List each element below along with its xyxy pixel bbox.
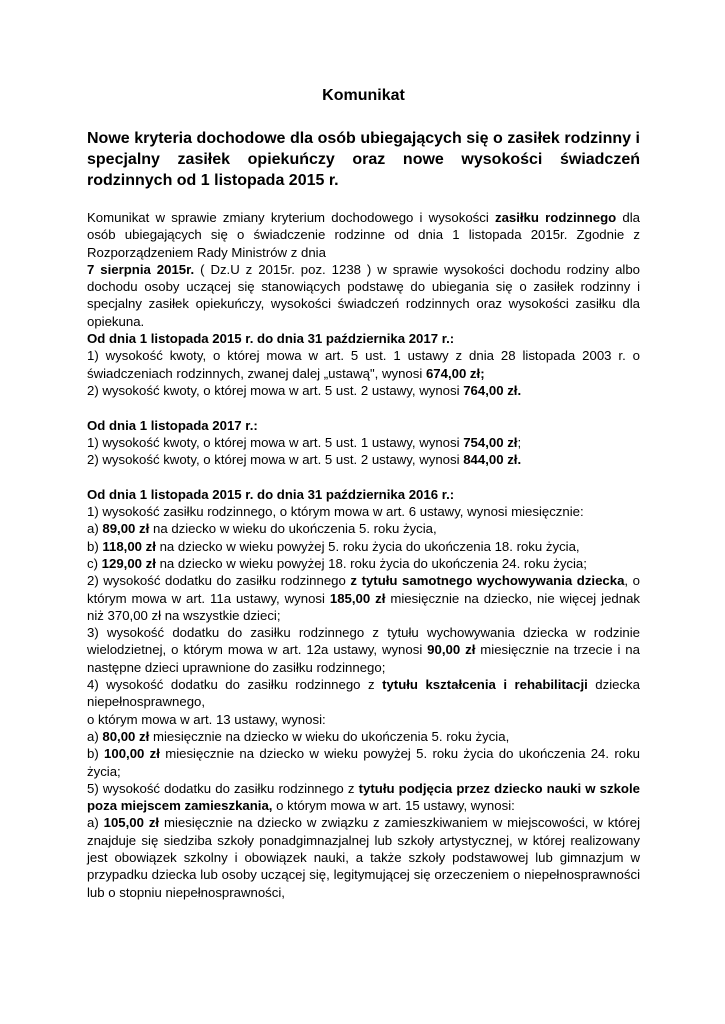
intro-paragraph — [87, 209, 640, 330]
item-amount: 90,00 zł — [427, 642, 476, 658]
period1-heading-text: Od dnia 1 listopada 2015 r. do dnia 31 października 2017 r.: — [87, 331, 455, 347]
period1-item — [87, 382, 640, 399]
item-amount: 185,00 zł — [329, 590, 386, 606]
period3-subitem — [87, 745, 640, 780]
period3-subitem — [87, 520, 640, 537]
period3-item — [87, 676, 640, 711]
period2-heading-text: Od dnia 1 listopada 2017 r.: — [87, 417, 258, 433]
intro-bold-benefit: zasiłku rodzinnego — [494, 210, 617, 225]
subitem-amount: 118,00 zł — [102, 538, 156, 554]
period3-item-continuation: o którym mowa w art. 13 ustawy, wynosi: — [87, 711, 326, 727]
document-subtitle: Nowe kryteria dochodowe dla osób ubiegających się o zasiłek rodzinny i specjalny zasiłek opiekuńczy oraz nowe wysokości świadczeń rodzinnych od 1 listopada 2015 r. — [87, 130, 640, 189]
period2-item-text: 1) wysokość kwoty, o której mowa w art. 5 ust. 1 ustawy, wynosi — [87, 434, 464, 450]
period1-item-text: 2) wysokość kwoty, o której mowa w art. 5 ust. 2 ustawy, wynosi — [87, 382, 464, 398]
period3-item — [87, 624, 640, 676]
subitem-marker: a) — [87, 815, 104, 831]
document-page — [87, 86, 640, 901]
item-bold: tytułu kształcenia i rehabilitacji — [382, 677, 588, 693]
subitem-marker: c) — [87, 555, 102, 571]
subitem-amount: 80,00 zł — [102, 728, 150, 744]
intro-text: dla osób ubiegających się o świadczenie rodzinne od dnia 1 listopada 2015r. Zgodnie z Rozporządzeniem Rady Ministrów z dnia — [87, 210, 640, 260]
page-title: Komunikat — [322, 87, 405, 104]
subitem-text: na dziecko w wieku powyżej 18. roku życia do ukończenia 24. roku życia; — [155, 555, 587, 571]
subitem-amount: 100,00 zł — [104, 746, 160, 762]
period2-heading — [87, 417, 640, 434]
period2-item — [87, 434, 640, 451]
period2-item — [87, 451, 640, 468]
period3-heading-text: Od dnia 1 listopada 2015 r. do dnia 31 października 2016 r.: — [87, 486, 455, 502]
intro-bold-date: 7 sierpnia 2015r. — [87, 261, 195, 277]
item-text: miesięcznie na dziecko, nie więcej jednak niż 370,00 zł na wszystkie dzieci; — [87, 590, 641, 623]
subitem-marker: a) — [87, 521, 103, 537]
item-bold: z tytułu samotnego wychowywania dziecka — [350, 573, 625, 589]
period1-item-amount: 764,00 zł. — [463, 382, 522, 398]
subitem-text: miesięcznie na dziecko w wieku powyżej 5. roku życia do ukończenia 24. roku życia; — [87, 746, 640, 779]
item-text: 2) wysokość dodatku do zasiłku rodzinnego — [87, 573, 351, 589]
period2-item-text: 2) wysokość kwoty, o której mowa w art. 5 ust. 2 ustawy, wynosi — [87, 452, 464, 468]
item-text: 3) wysokość dodatku do zasiłku rodzinnego z tytułu wychowywania dziecka w rodzinie wielodzietnej, o którym mowa w art. 12a ustawy, wynosi — [87, 625, 640, 658]
period3-subitem — [87, 555, 640, 572]
subitem-marker: a) — [87, 728, 103, 744]
period3-subitem — [87, 814, 640, 900]
spacer — [87, 399, 640, 416]
subitem-marker: b) — [87, 746, 105, 762]
subitem-marker: b) — [87, 538, 103, 554]
item-text: miesięcznie na trzecie i na następne dzieci uprawnione do zasiłku rodzinnego; — [87, 642, 640, 675]
subitem-amount: 105,00 zł — [103, 815, 160, 831]
subitem-text: miesięcznie na dziecko w związku z zamieszkiwaniem w miejscowości, w której znajduje się siedziba szkoły ponadgimnazjalnej lub szkoły artystycznej, w której realizowany jest obowiązek szkolny i obowiązek nauki, a także szkoły podstawowej lub gimnazjum w przypadku dziecka lub osoby uczącej się, legitymującej się orzeczeniem o niepełnosprawności lub o stopniu niepełnosprawności, — [87, 815, 640, 900]
item-text: dziecka niepełnosprawnego, — [87, 677, 640, 710]
subitem-amount: 89,00 zł — [102, 521, 150, 537]
item-bold: tytułu podjęcia przez dziecko nauki w szkole poza miejscem zamieszkania, — [87, 780, 640, 814]
period2-item-amount: 844,00 zł. — [463, 452, 522, 468]
period3-subitem — [87, 728, 640, 745]
period2-item-text: ; — [517, 434, 522, 450]
item-text: 4) wysokość dodatku do zasiłku rodzinnego z — [87, 677, 383, 693]
period3-item: 1) wysokość zasiłku rodzinnego, o którym mowa w art. 6 ustawy, wynosi miesięcznie: — [87, 504, 584, 520]
subitem-text: miesięcznie na dziecko w wieku do ukończenia 5. roku życia, — [149, 728, 510, 744]
period3-heading — [87, 486, 640, 503]
period1-item-amount: 674,00 zł; — [425, 365, 485, 381]
period2-item-amount: 754,00 zł — [463, 434, 518, 450]
item-text: o którym mowa w art. 15 ustawy, wynosi: — [272, 798, 515, 814]
spacer — [87, 468, 640, 485]
subitem-text: na dziecko w wieku powyżej 5. roku życia do ukończenia 18. roku życia, — [155, 538, 580, 554]
period3-item — [87, 780, 640, 815]
item-text: , o którym mowa w art. 11a ustawy, wynosi — [87, 573, 640, 606]
period1-item — [87, 347, 640, 382]
period3-subitem — [87, 538, 640, 555]
period3-item — [87, 572, 640, 624]
period1-heading — [87, 330, 640, 347]
period1-item-text: 1) wysokość kwoty, o której mowa w art. 5 ust. 1 ustawy z dnia 28 listopada 2003 r. o świadczeniach rodzinnych, zwanej dalej „ustawą", wynosi — [87, 348, 640, 381]
intro-text: ( Dz.U z 2015r. poz. 1238 ) w sprawie wysokości dochodu rodziny albo dochodu osoby uczącej się stanowiących podstawę do ubiegania się o zasiłek rodzinny i specjalny zasiłek opiekuńczy, wysokości świadczeń rodzinnych oraz wysokości zasiłku dla opiekuna. — [87, 261, 641, 329]
subitem-amount: 129,00 zł — [101, 555, 156, 571]
intro-text: Komunikat w sprawie zmiany kryterium dochodowego i wysokości — [87, 210, 495, 225]
subitem-text: na dziecko w wieku do ukończenia 5. roku życia, — [149, 521, 437, 537]
item-text: 5) wysokość dodatku do zasiłku rodzinnego z — [87, 780, 359, 796]
document-body — [87, 209, 640, 901]
